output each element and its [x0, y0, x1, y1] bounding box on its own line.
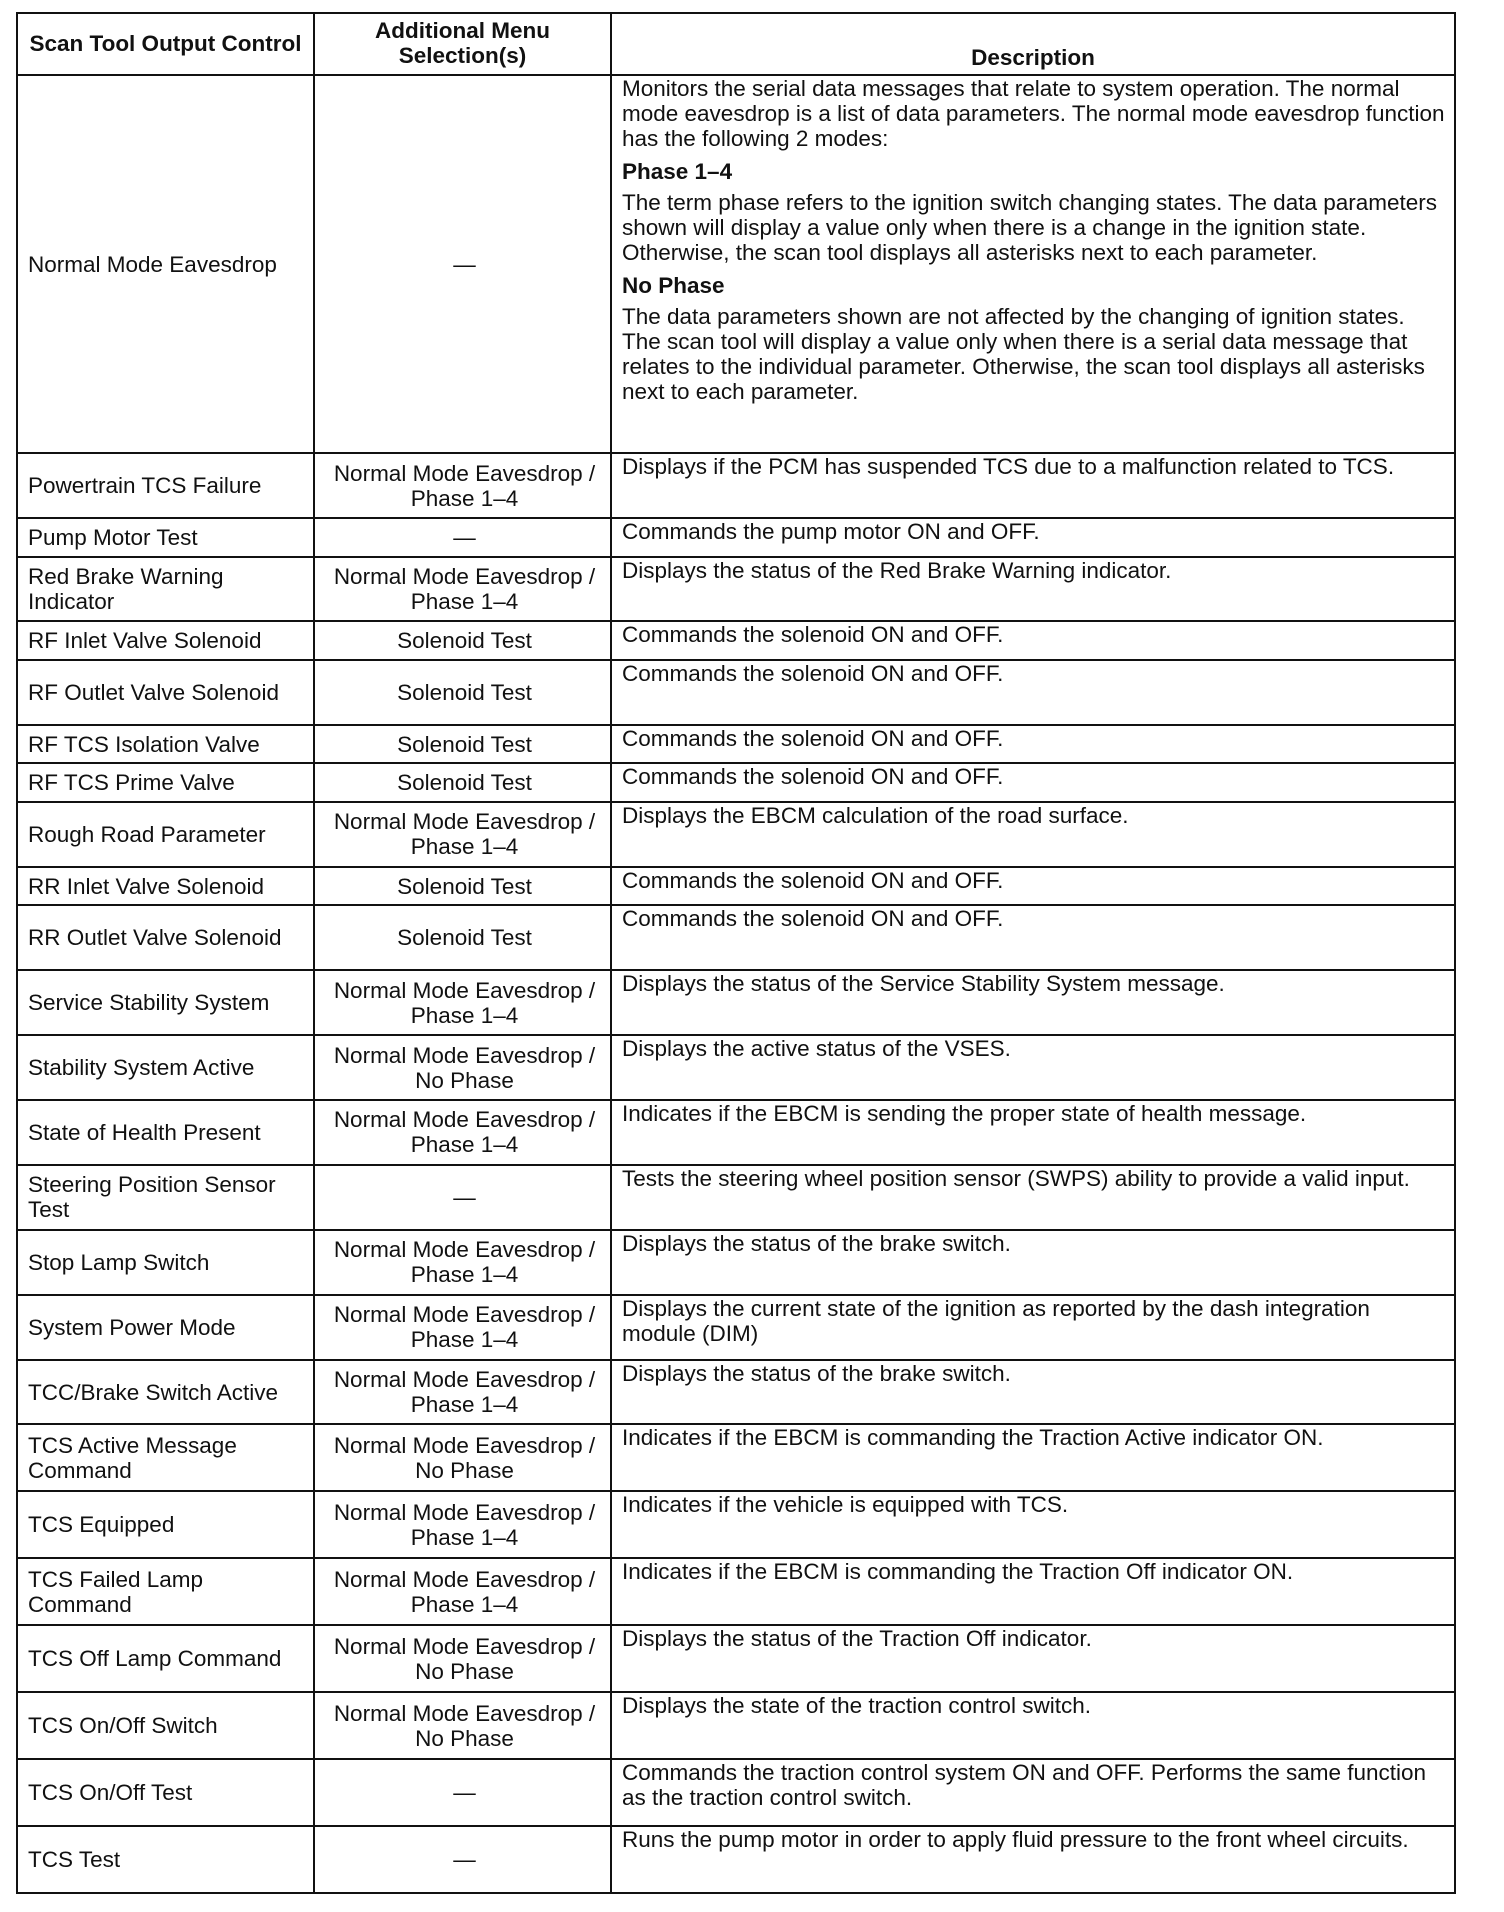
header-control: Scan Tool Output Control [17, 13, 314, 75]
row-menu: Normal Mode Eavesdrop / No Phase [314, 1625, 611, 1692]
row-menu: — [314, 518, 611, 557]
row-description: Displays if the PCM has suspended TCS due to a malfunction related to TCS. [611, 453, 1455, 518]
row-control: TCS Off Lamp Command [17, 1625, 314, 1692]
description-intro: Monitors the serial data messages that relate to system operation. The normal mode eavesdrop is a list of data parameters. The normal mode eavesdrop function has the following 2 modes: [622, 76, 1445, 151]
table-row [17, 867, 1455, 906]
row-control: TCS Failed Lamp Command [17, 1558, 314, 1625]
row-menu: — [314, 1165, 611, 1230]
row-menu: Normal Mode Eavesdrop / No Phase [314, 1035, 611, 1100]
row-control: Stop Lamp Switch [17, 1230, 314, 1295]
row-description: Displays the status of the brake switch. [611, 1360, 1455, 1425]
row-menu: Normal Mode Eavesdrop / Phase 1–4 [314, 970, 611, 1035]
table-row [17, 1558, 1455, 1625]
row-control: Red Brake Warning Indicator [17, 557, 314, 622]
row-control: RR Inlet Valve Solenoid [17, 867, 314, 906]
row-control: RR Outlet Valve Solenoid [17, 905, 314, 970]
table-row [17, 725, 1455, 764]
row-control: Service Stability System [17, 970, 314, 1035]
table-row [17, 1360, 1455, 1425]
row-menu: Normal Mode Eavesdrop / No Phase [314, 1424, 611, 1491]
row-description: Indicates if the EBCM is commanding the Traction Active indicator ON. [611, 1424, 1455, 1491]
row-menu: Normal Mode Eavesdrop / Phase 1–4 [314, 453, 611, 518]
table-row [17, 905, 1455, 970]
row-control: TCS Active Message Command [17, 1424, 314, 1491]
row-menu: Solenoid Test [314, 867, 611, 906]
header-menu-selections: Additional Menu Selection(s) [314, 13, 611, 75]
table-row [17, 802, 1455, 867]
row-menu: Normal Mode Eavesdrop / Phase 1–4 [314, 1360, 611, 1425]
table-row [17, 1035, 1455, 1100]
table-row [17, 557, 1455, 622]
row-menu: Normal Mode Eavesdrop / Phase 1–4 [314, 1558, 611, 1625]
row-control: Steering Position Sensor Test [17, 1165, 314, 1230]
row-menu: Solenoid Test [314, 621, 611, 660]
row-description: Indicates if the vehicle is equipped with TCS. [611, 1491, 1455, 1558]
table-row [17, 763, 1455, 802]
no-phase-heading: No Phase [622, 273, 725, 298]
row-description: Commands the traction control system ON and OFF. Performs the same function as the traction control switch. [611, 1759, 1455, 1826]
table-row [17, 660, 1455, 725]
row-description: Indicates if the EBCM is sending the proper state of health message. [611, 1100, 1455, 1165]
row-menu: Normal Mode Eavesdrop / Phase 1–4 [314, 1491, 611, 1558]
row-control: Normal Mode Eavesdrop [17, 75, 314, 453]
table-row [17, 1165, 1455, 1230]
table-row [17, 1759, 1455, 1826]
row-menu: Normal Mode Eavesdrop / Phase 1–4 [314, 802, 611, 867]
row-description: Runs the pump motor in order to apply fluid pressure to the front wheel circuits. [611, 1826, 1455, 1893]
table-row [17, 75, 1455, 453]
row-description: Displays the active status of the VSES. [611, 1035, 1455, 1100]
table-row [17, 1491, 1455, 1558]
row-menu: Solenoid Test [314, 763, 611, 802]
table-row [17, 1826, 1455, 1893]
row-description: Commands the solenoid ON and OFF. [611, 867, 1455, 906]
row-menu: Solenoid Test [314, 725, 611, 764]
table-row [17, 1692, 1455, 1759]
row-description: Commands the solenoid ON and OFF. [611, 725, 1455, 764]
row-control: TCS On/Off Switch [17, 1692, 314, 1759]
row-menu: — [314, 75, 611, 453]
row-menu: — [314, 1759, 611, 1826]
row-description: Indicates if the EBCM is commanding the Traction Off indicator ON. [611, 1558, 1455, 1625]
row-control: TCC/Brake Switch Active [17, 1360, 314, 1425]
table-row [17, 1424, 1455, 1491]
table-header-row [17, 13, 1455, 75]
row-description: Displays the state of the traction control switch. [611, 1692, 1455, 1759]
row-menu: Normal Mode Eavesdrop / Phase 1–4 [314, 1100, 611, 1165]
row-description: Displays the current state of the ignition as reported by the dash integration module (DIM) [611, 1295, 1455, 1360]
row-menu: Normal Mode Eavesdrop / Phase 1–4 [314, 1295, 611, 1360]
row-control: RF Inlet Valve Solenoid [17, 621, 314, 660]
row-description: Displays the status of the Red Brake Warning indicator. [611, 557, 1455, 622]
row-control: RF TCS Isolation Valve [17, 725, 314, 764]
row-control: Rough Road Parameter [17, 802, 314, 867]
row-description: Commands the pump motor ON and OFF. [611, 518, 1455, 557]
row-description: Commands the solenoid ON and OFF. [611, 621, 1455, 660]
table-row [17, 621, 1455, 660]
table-row [17, 1625, 1455, 1692]
table-row [17, 970, 1455, 1035]
scan-tool-output-table [16, 12, 1456, 1894]
table-row [17, 1295, 1455, 1360]
row-menu: Solenoid Test [314, 905, 611, 970]
table-row [17, 1100, 1455, 1165]
row-control: TCS Test [17, 1826, 314, 1893]
row-description: Commands the solenoid ON and OFF. [611, 660, 1455, 725]
header-description: Description [611, 13, 1455, 75]
no-phase-text: The data parameters shown are not affected by the changing of ignition states. The scan tool will display a value only when there is a serial data message that relates to the individual parameter. Otherwise, the scan tool displays all asterisks next to each parameter. [622, 304, 1425, 404]
row-description: Commands the solenoid ON and OFF. [611, 763, 1455, 802]
row-description: Commands the solenoid ON and OFF. [611, 905, 1455, 970]
row-control: Powertrain TCS Failure [17, 453, 314, 518]
row-menu: Normal Mode Eavesdrop / No Phase [314, 1692, 611, 1759]
row-control: RF Outlet Valve Solenoid [17, 660, 314, 725]
row-control: TCS On/Off Test [17, 1759, 314, 1826]
row-menu: Solenoid Test [314, 660, 611, 725]
row-description: Displays the status of the Service Stability System message. [611, 970, 1455, 1035]
row-control: Pump Motor Test [17, 518, 314, 557]
row-control: TCS Equipped [17, 1491, 314, 1558]
row-description [611, 75, 1455, 453]
row-menu: Normal Mode Eavesdrop / Phase 1–4 [314, 557, 611, 622]
phase-heading: Phase 1–4 [622, 159, 733, 184]
row-control: RF TCS Prime Valve [17, 763, 314, 802]
row-description: Displays the status of the Traction Off indicator. [611, 1625, 1455, 1692]
row-description: Displays the status of the brake switch. [611, 1230, 1455, 1295]
row-control: Stability System Active [17, 1035, 314, 1100]
row-control: State of Health Present [17, 1100, 314, 1165]
row-control: System Power Mode [17, 1295, 314, 1360]
table-row [17, 518, 1455, 557]
table-row [17, 453, 1455, 518]
table-row [17, 1230, 1455, 1295]
phase-text: The term phase refers to the ignition switch changing states. The data parameters shown will display a value only when there is a change in the ignition state. Otherwise, the scan tool displays all asterisks next to each parameter. [622, 190, 1438, 265]
row-description: Displays the EBCM calculation of the road surface. [611, 802, 1455, 867]
row-description: Tests the steering wheel position sensor (SWPS) ability to provide a valid input. [611, 1165, 1455, 1230]
row-menu: Normal Mode Eavesdrop / Phase 1–4 [314, 1230, 611, 1295]
row-menu: — [314, 1826, 611, 1893]
